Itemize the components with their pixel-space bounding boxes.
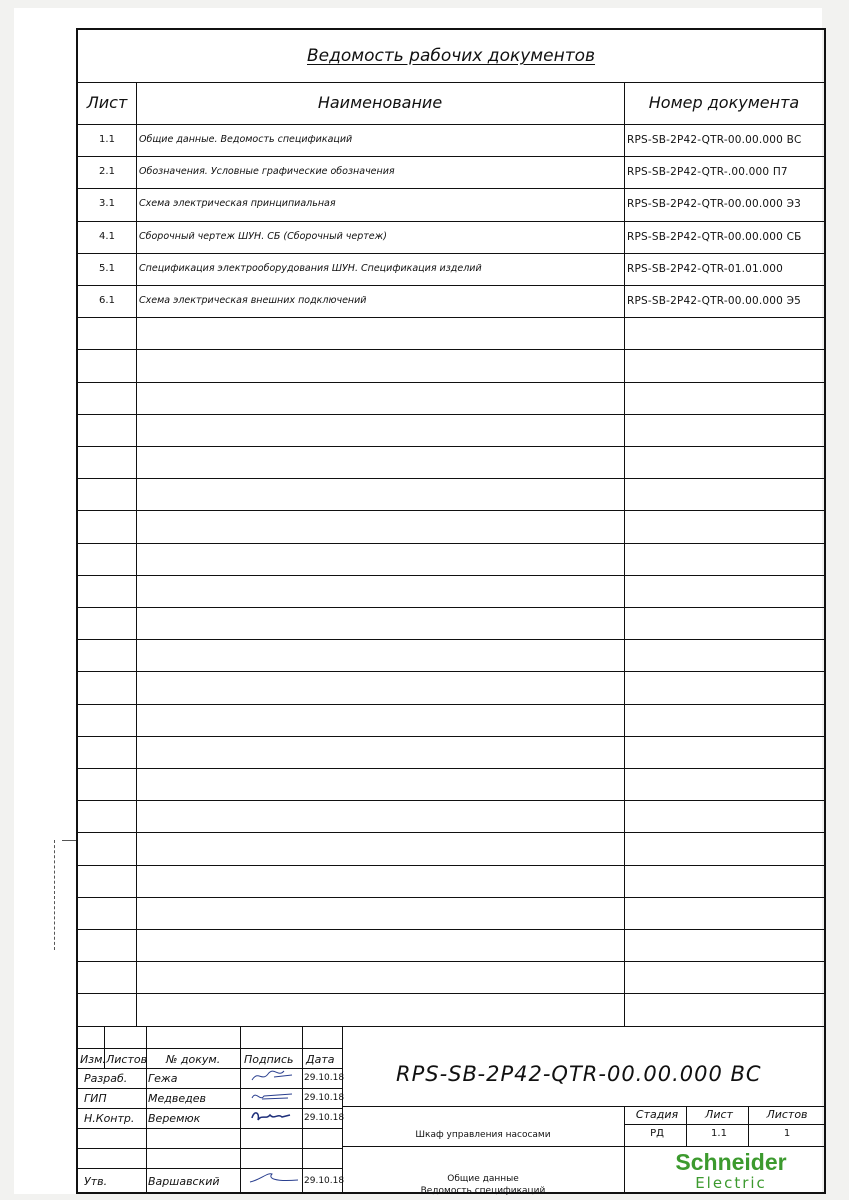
row-document-name: Общие данные. Ведомость спецификаций bbox=[139, 134, 353, 145]
row-line bbox=[78, 446, 824, 447]
row-line bbox=[78, 639, 824, 640]
row-document-number: RPS-SB-2P42-QTR-00.00.000 Э5 bbox=[627, 295, 802, 307]
row-line bbox=[78, 897, 824, 898]
row-line bbox=[78, 317, 824, 318]
date-razrab: 29.10.18 bbox=[304, 1073, 345, 1083]
date-utv: 29.10.18 bbox=[304, 1176, 345, 1186]
row-line bbox=[78, 414, 824, 415]
row-document-number: RPS-SB-2P42-QTR-.00.000 П7 bbox=[627, 166, 788, 178]
row-line bbox=[78, 478, 824, 479]
row-line bbox=[78, 865, 824, 866]
col-izm: Изм. bbox=[80, 1053, 106, 1066]
row-line bbox=[78, 575, 824, 576]
row-sheet-number: 2.1 bbox=[99, 166, 115, 177]
row-document-name: Спецификация электрооборудования ШУН. Спецификация изделий bbox=[139, 263, 482, 274]
name-razrab: Гежа bbox=[148, 1072, 178, 1085]
role-utv: Утв. bbox=[84, 1175, 108, 1188]
row-document-number: RPS-SB-2P42-QTR-00.00.000 ВС bbox=[627, 134, 802, 146]
tb-hline bbox=[342, 1146, 824, 1147]
header-number: Номер документа bbox=[648, 93, 800, 112]
row-line bbox=[78, 543, 824, 544]
sheet-title-line2: Ведомость спецификаций bbox=[420, 1186, 546, 1196]
tb-vline bbox=[240, 1026, 241, 1194]
title-block-top-line bbox=[78, 1026, 824, 1027]
row-document-name: Обозначения. Условные графические обозначения bbox=[139, 166, 395, 177]
logo-line1: Schneider bbox=[675, 1149, 787, 1175]
signature-nkontr bbox=[248, 1108, 298, 1124]
row-line bbox=[78, 736, 824, 737]
sheets-value: 1 bbox=[783, 1128, 791, 1139]
row-sheet-number: 3.1 bbox=[99, 198, 115, 209]
role-nkontr: Н.Контр. bbox=[84, 1112, 135, 1125]
tb-vline bbox=[342, 1026, 343, 1194]
binding-margin-line bbox=[54, 840, 55, 950]
row-line bbox=[78, 382, 824, 383]
document-title bbox=[78, 30, 824, 82]
row-line bbox=[78, 929, 824, 930]
tb-vline bbox=[146, 1026, 147, 1194]
col-doc: № докум. bbox=[166, 1053, 221, 1066]
document-number: RPS-SB-2P42-QTR-00.00.000 ВС bbox=[396, 1062, 762, 1086]
row-line bbox=[78, 349, 824, 350]
tb-hline bbox=[342, 1106, 824, 1107]
role-gip: ГИП bbox=[84, 1092, 107, 1105]
row-line bbox=[78, 800, 824, 801]
row-line bbox=[78, 704, 824, 705]
signature-razrab bbox=[248, 1068, 298, 1084]
document-sheet bbox=[14, 8, 822, 1194]
name-gip: Медведев bbox=[148, 1092, 206, 1105]
object-name: Шкаф управления насосами bbox=[415, 1130, 551, 1140]
document-title-text: Ведомость рабочих документов bbox=[306, 46, 596, 66]
date-nkontr: 29.10.18 bbox=[304, 1113, 345, 1123]
row-sheet-number: 4.1 bbox=[99, 231, 115, 242]
drawing-frame bbox=[76, 28, 826, 1194]
row-sheet-number: 5.1 bbox=[99, 263, 115, 274]
sheets-label: Листов bbox=[766, 1108, 808, 1121]
row-line bbox=[78, 961, 824, 962]
tb-hline bbox=[624, 1124, 824, 1125]
sheet-title-line1: Общие данные bbox=[447, 1174, 519, 1184]
row-line bbox=[78, 607, 824, 608]
row-sheet-number: 1.1 bbox=[99, 134, 115, 145]
tb-vline bbox=[624, 1106, 625, 1194]
col-listov: Листов bbox=[106, 1053, 148, 1066]
signature-utv bbox=[246, 1168, 302, 1186]
name-nkontr: Веремюк bbox=[148, 1112, 201, 1125]
logo-line2: Electric bbox=[695, 1174, 767, 1192]
row-sheet-number: 6.1 bbox=[99, 295, 115, 306]
name-utv: Варшавский bbox=[148, 1175, 220, 1188]
header-name: Наименование bbox=[317, 93, 443, 112]
row-line bbox=[78, 671, 824, 672]
sheet-value: 1.1 bbox=[711, 1128, 727, 1139]
tb-vline bbox=[302, 1026, 303, 1194]
binding-margin-tick bbox=[62, 840, 76, 841]
row-document-name: Сборочный чертеж ШУН. СБ (Сборочный чертеж) bbox=[139, 231, 387, 242]
stage-value: РД bbox=[650, 1128, 664, 1139]
row-line bbox=[78, 510, 824, 511]
title-block bbox=[78, 1026, 824, 1194]
date-gip: 29.10.18 bbox=[304, 1093, 345, 1103]
row-document-number: RPS-SB-2P42-QTR-00.00.000 СБ bbox=[627, 231, 802, 243]
row-line bbox=[78, 832, 824, 833]
stage-label: Стадия bbox=[635, 1108, 679, 1121]
row-line bbox=[78, 768, 824, 769]
schneider-electric-logo bbox=[638, 1150, 824, 1192]
col-sign: Подпись bbox=[244, 1053, 294, 1066]
row-document-name: Схема электрическая внешних подключений bbox=[139, 295, 367, 306]
row-line bbox=[78, 993, 824, 994]
row-document-name: Схема электрическая принципиальная bbox=[139, 198, 336, 209]
sheet-label: Лист bbox=[705, 1108, 733, 1121]
header-sheet: Лист bbox=[86, 93, 128, 112]
row-document-number: RPS-SB-2P42-QTR-01.01.000 bbox=[627, 263, 784, 275]
row-document-number: RPS-SB-2P42-QTR-00.00.000 Э3 bbox=[627, 198, 802, 210]
role-razrab: Разраб. bbox=[84, 1072, 128, 1085]
signature-gip bbox=[248, 1088, 298, 1104]
col-date: Дата bbox=[306, 1053, 335, 1066]
